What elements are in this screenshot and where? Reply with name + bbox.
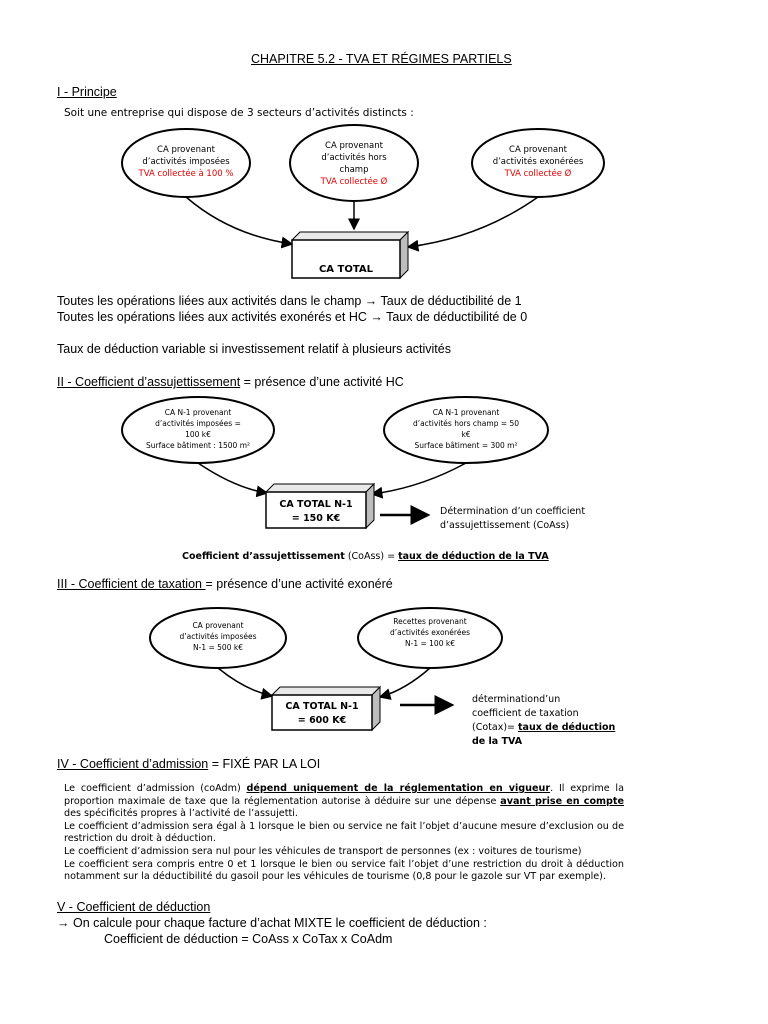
section-1-heading: I - Principe bbox=[57, 85, 117, 99]
svg-text:(Cotax)= taux de déduction bbox=[472, 722, 615, 733]
diagram-principe bbox=[0, 0, 768, 290]
s3e1-l3: N-1 = 500 k€ bbox=[193, 643, 243, 652]
s3-result-bold-a: taux de déduction bbox=[518, 722, 616, 733]
section-4-heading-suffix: = FIXÉ PAR LA LOI bbox=[208, 757, 321, 771]
e2-line-1: CA provenant bbox=[325, 141, 383, 151]
section-2-heading bbox=[57, 375, 404, 389]
e3-line-3: TVA collectée Ø bbox=[504, 169, 572, 179]
coass-caption-b: (CoAss) = bbox=[344, 551, 399, 562]
s3-result-l1: déterminationd’un bbox=[472, 694, 561, 705]
s2e2-l3: k€ bbox=[461, 430, 471, 439]
s3-box-l2: = 600 K€ bbox=[297, 715, 347, 726]
e2-line-3: champ bbox=[339, 165, 369, 175]
e1-line-3: TVA collectée à 100 % bbox=[138, 169, 234, 179]
s2e1-l4: Surface bâtiment : 1500 m² bbox=[145, 441, 251, 450]
s2e1-l1: CA N-1 provenant bbox=[164, 408, 232, 417]
admission-p2: Le coefficient d’admission sera égal à 1 lorsque le bien ou service ne fait l’objet d’aucune mesure d’exclusion ou de restriction du droit à déduction. bbox=[64, 820, 624, 845]
s2-box-l1: CA TOTAL N-1 bbox=[279, 499, 353, 510]
s2e1-l3: 100 k€ bbox=[185, 430, 211, 439]
s3-result-l2: coefficient de taxation bbox=[472, 708, 579, 719]
section-3-heading bbox=[57, 577, 393, 591]
s3e2-l2: d’activités exonérées bbox=[390, 628, 470, 637]
s3e1-l2: d’activités imposées bbox=[179, 632, 257, 641]
ellipse-hors-champ bbox=[290, 125, 418, 201]
coass-caption bbox=[182, 551, 549, 562]
section-1-intro: Soit une entreprise qui dispose de 3 secteurs d’activités distincts : bbox=[64, 107, 414, 119]
section-5-line-1: → On calcule pour chaque facture d’achat MIXTE le coefficient de déduction : bbox=[57, 916, 487, 930]
ca-total-label: CA TOTAL bbox=[318, 264, 374, 275]
s2e2-l1: CA N-1 provenant bbox=[432, 408, 500, 417]
e2-line-4: TVA collectée Ø bbox=[320, 177, 388, 187]
e1-line-1: CA provenant bbox=[157, 145, 215, 155]
admission-p1: Le coefficient d’admission (coAdm) dépend uniquement de la réglementation en vigueur. Il exprime la proportion maximale de taxe que la réglementation autorise à déduire sur une dépense avant prise en compte des spécificités propres à l’activité de l’assujetti. bbox=[64, 783, 624, 820]
s2-result-l2: d’assujettissement (CoAss) bbox=[440, 520, 570, 531]
admission-p3: Le coefficient d’admission sera nul pour les véhicules de transport de personnes (ex : voitures de tourisme) bbox=[64, 845, 582, 857]
e1-line-2: d’activités imposées bbox=[142, 157, 230, 167]
section-3-heading-main: III - Coefficient de taxation bbox=[57, 577, 206, 591]
diagram-taxation bbox=[0, 600, 768, 770]
s2e1-l2: d’activités imposées = bbox=[155, 419, 241, 428]
s3-result-l3: (Cotax)= bbox=[472, 722, 519, 733]
s2-box-l2: = 150 K€ bbox=[291, 513, 341, 524]
s2-result-l1: Détermination d’un coefficient bbox=[440, 506, 586, 517]
s3e2-l3: N-1 = 100 k€ bbox=[405, 639, 455, 648]
page-title: CHAPITRE 5.2 - TVA ET RÉGIMES PARTIELS bbox=[251, 52, 512, 66]
coass-caption-a: Coefficient d’assujettissement bbox=[182, 551, 345, 562]
s3e2-l1: Recettes provenant bbox=[393, 617, 467, 626]
s3e1-l1: CA provenant bbox=[192, 621, 244, 630]
e3-line-1: CA provenant bbox=[509, 145, 567, 155]
s2e2-l4: Surface bâtiment = 300 m² bbox=[414, 441, 518, 450]
e3-line-2: d’activités exonérées bbox=[492, 157, 584, 167]
section-4-heading bbox=[57, 757, 320, 771]
admission-p4: Le coefficient sera compris entre 0 et 1 lorsque le bien ou service fait l’objet d’une restriction du droit à déduction notamment sur la déductibilité du gasoil pour les véhicules de tourisme (0,8 pour le gazole sur VT par exemple). bbox=[64, 858, 624, 883]
section-5-heading: V - Coefficient de déduction bbox=[57, 900, 211, 914]
section-1-line-1: Toutes les opérations liées aux activités dans le champ → Taux de déductibilité de 1 bbox=[57, 294, 522, 308]
admission-text bbox=[64, 783, 624, 884]
section-2-heading-suffix: = présence d’une activité HC bbox=[240, 375, 404, 389]
s3-result-bold-b: de la TVA bbox=[472, 736, 523, 747]
section-3-heading-suffix: = présence d’une activité exonéré bbox=[205, 577, 393, 591]
section-4-heading-main: IV - Coefficient d’admission bbox=[57, 757, 209, 771]
section-2-heading-main: II - Coefficient d’assujettissement bbox=[57, 375, 241, 389]
section-1-line-2: Toutes les opérations liées aux activités exonérés et HC → Taux de déductibilité de 0 bbox=[57, 310, 528, 324]
e2-line-2: d’activités hors bbox=[321, 153, 387, 163]
section-1-line-3: Taux de déduction variable si investissement relatif à plusieurs activités bbox=[57, 342, 451, 356]
section-5-line-2: Coefficient de déduction = CoAss x CoTax x CoAdm bbox=[104, 932, 393, 946]
coass-caption-c: taux de déduction de la TVA bbox=[398, 551, 549, 562]
s3-box-l1: CA TOTAL N-1 bbox=[285, 701, 359, 712]
s2e2-l2: d’activités hors champ = 50 bbox=[412, 419, 520, 428]
